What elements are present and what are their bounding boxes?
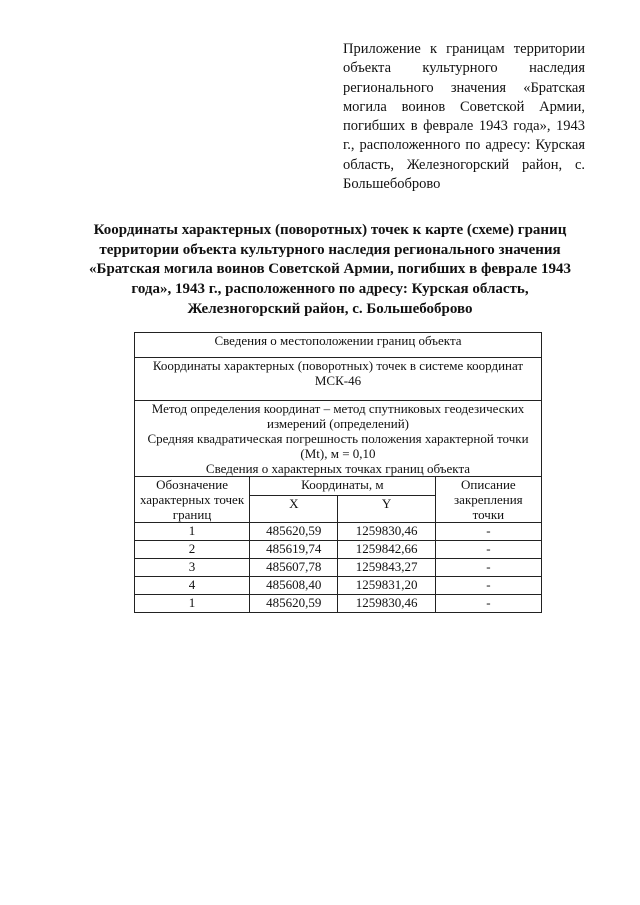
cell-y: 1259843,27 <box>338 559 435 577</box>
cell-desc: - <box>435 523 541 541</box>
cell-y: 1259831,20 <box>338 577 435 595</box>
method-block <box>135 401 542 477</box>
table-row <box>135 577 542 595</box>
table-row <box>135 541 542 559</box>
header-coordinates: Координаты, м <box>250 477 436 496</box>
cell-desc: - <box>435 559 541 577</box>
cell-y: 1259842,66 <box>338 541 435 559</box>
coordinates-table <box>134 332 542 613</box>
cell-point: 1 <box>135 523 250 541</box>
cell-x: 485607,78 <box>250 559 338 577</box>
cell-desc: - <box>435 541 541 559</box>
table-row <box>135 595 542 613</box>
cell-desc: - <box>435 595 541 613</box>
cell-point: 4 <box>135 577 250 595</box>
points-title: Сведения о характерных точках границ объекта <box>205 461 471 476</box>
header-x: X <box>250 495 338 522</box>
header-point: Обозначение характерных точек границ <box>135 477 250 523</box>
header-description: Описание закрепления точки <box>435 477 541 523</box>
coordinate-system: Координаты характерных (поворотных) точек в системе координат МСК-46 <box>135 358 542 401</box>
cell-y: 1259830,46 <box>338 595 435 613</box>
header-y: Y <box>338 495 435 522</box>
cell-x: 485619,74 <box>250 541 338 559</box>
table-row <box>135 523 542 541</box>
cell-x: 485620,59 <box>250 523 338 541</box>
cell-point: 3 <box>135 559 250 577</box>
cell-point: 1 <box>135 595 250 613</box>
cell-x: 485608,40 <box>250 577 338 595</box>
document-heading: Координаты характерных (поворотных) точек к карте (схеме) границ территории объекта культурного наследия регионального значения «Братская могила воинов Советской Армии, погибших в феврале 1943 года», 1943 г., расположенного по адресу: Курская область, Железногорский район, с. Большебоброво <box>89 222 571 317</box>
annex-note: Приложение к границам территории объекта культурного наследия регионального значения «Братская могила воинов Советской Армии, погибших в феврале 1943 года», 1943 г., расположенного по адресу: Курская область, Железногорский район, с. Большебоброво <box>343 41 585 193</box>
cell-y: 1259830,46 <box>338 523 435 541</box>
cell-point: 2 <box>135 541 250 559</box>
accuracy-text: Средняя квадратическая погрешность положения характерной точки (Mt), м = 0,10 <box>147 431 529 461</box>
table-row <box>135 559 542 577</box>
method-text: Метод определения координат – метод спутниковых геодезических измерений (определений) <box>151 401 525 431</box>
location-title: Сведения о местоположении границ объекта <box>135 333 542 358</box>
cell-desc: - <box>435 577 541 595</box>
cell-x: 485620,59 <box>250 595 338 613</box>
